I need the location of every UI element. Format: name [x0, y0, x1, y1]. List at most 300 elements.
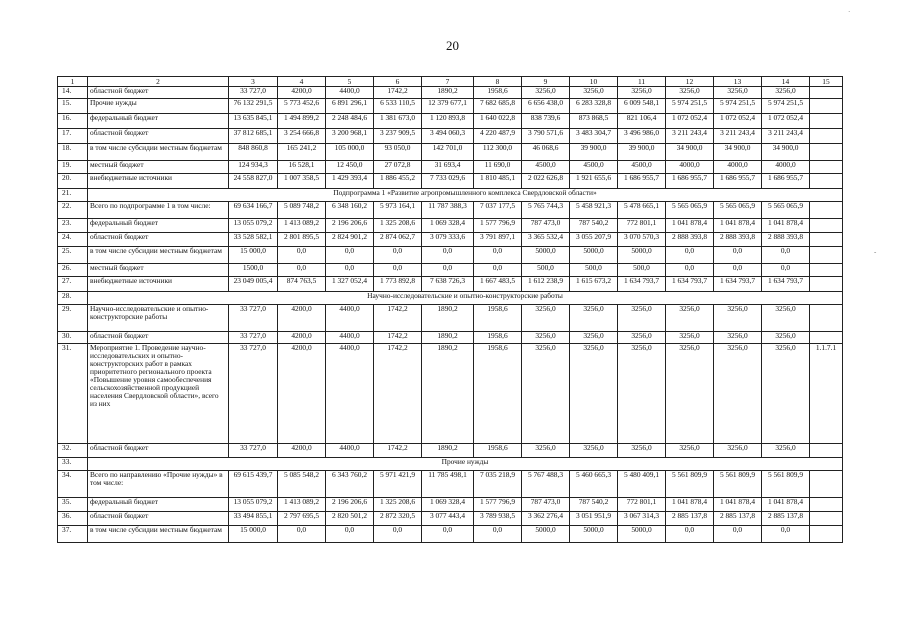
value-cell: 0,0	[374, 264, 422, 277]
value-cell: 5 974 251,5	[666, 99, 714, 114]
value-cell: 3256,0	[666, 87, 714, 99]
value-cell: 37 812 685,1	[229, 129, 278, 144]
value-cell: 33 727,0	[229, 305, 278, 332]
value-cell: 0,0	[278, 247, 326, 264]
row-number-cell: 34.	[58, 471, 88, 498]
value-cell: 4200,0	[278, 305, 326, 332]
value-cell: 4500,0	[522, 161, 570, 174]
value-cell: 3 791 897,1	[474, 233, 522, 247]
value-cell: 5 971 421,9	[374, 471, 422, 498]
column-number-cell: 7	[422, 77, 474, 87]
value-cell: 11 785 498,1	[422, 471, 474, 498]
row-number-cell: 21.	[58, 189, 88, 202]
value-cell: 76 132 291,5	[229, 99, 278, 114]
value-cell: 1 634 793,7	[714, 277, 762, 292]
value-cell: 12 379 677,1	[422, 99, 474, 114]
value-cell: 4200,0	[278, 344, 326, 444]
value-cell: 5 974 251,5	[762, 99, 810, 114]
value-cell: 5 460 665,3	[570, 471, 618, 498]
value-cell: 1742,2	[374, 305, 422, 332]
row-label-cell: Всего по направлению «Прочие нужды» в том числе:	[88, 471, 229, 498]
value-cell: 0,0	[714, 526, 762, 543]
reference-cell	[810, 305, 843, 332]
reference-cell: 1.1.7.1	[810, 344, 843, 444]
value-cell: 5 480 409,1	[618, 471, 666, 498]
value-cell: 0,0	[326, 247, 374, 264]
row-number-cell: 14.	[58, 87, 88, 99]
value-cell: 46 068,6	[522, 144, 570, 161]
value-cell: 33 727,0	[229, 332, 278, 344]
value-cell: 4200,0	[278, 332, 326, 344]
value-cell: 500,0	[522, 264, 570, 277]
value-cell: 1 327 052,4	[326, 277, 374, 292]
value-cell: 112 300,0	[474, 144, 522, 161]
value-cell: 0,0	[422, 264, 474, 277]
value-cell: 1 634 793,7	[666, 277, 714, 292]
value-cell: 33 727,0	[229, 444, 278, 458]
value-cell: 3 362 276,4	[522, 512, 570, 526]
value-cell: 848 860,8	[229, 144, 278, 161]
value-cell: 34 900,0	[762, 144, 810, 161]
value-cell: 4400,0	[326, 87, 374, 99]
table-row	[58, 277, 843, 292]
value-cell: 3256,0	[666, 332, 714, 344]
value-cell: 3 483 304,7	[570, 129, 618, 144]
section-row	[58, 292, 843, 305]
value-cell: 23 049 005,4	[229, 277, 278, 292]
value-cell: 5000,0	[522, 526, 570, 543]
table-row	[58, 444, 843, 458]
table-row	[58, 114, 843, 129]
value-cell: 165 241,2	[278, 144, 326, 161]
row-number-cell: 30.	[58, 332, 88, 344]
value-cell: 772 801,1	[618, 498, 666, 512]
value-cell: 1958,6	[474, 305, 522, 332]
value-cell: 3256,0	[666, 344, 714, 444]
value-cell: 1958,6	[474, 344, 522, 444]
value-cell: 873 868,5	[570, 114, 618, 129]
value-cell: 1958,6	[474, 87, 522, 99]
value-cell: 1 413 089,2	[278, 498, 326, 512]
value-cell: 1 429 393,4	[326, 174, 374, 189]
table-row	[58, 99, 843, 114]
value-cell: 2 022 626,8	[522, 174, 570, 189]
value-cell: 39 900,0	[570, 144, 618, 161]
value-cell: 4000,0	[762, 161, 810, 174]
value-cell: 1890,2	[422, 332, 474, 344]
value-cell: 3 211 243,4	[762, 129, 810, 144]
column-number-cell: 11	[618, 77, 666, 87]
value-cell: 1 577 796,9	[474, 219, 522, 233]
value-cell: 1 577 796,9	[474, 498, 522, 512]
value-cell: 11 690,0	[474, 161, 522, 174]
reference-cell	[810, 161, 843, 174]
table-row	[58, 219, 843, 233]
table-row	[58, 144, 843, 161]
value-cell: 0,0	[422, 526, 474, 543]
row-label-cell: федеральный бюджет	[88, 219, 229, 233]
reference-cell	[810, 526, 843, 543]
value-cell: 1 041 878,4	[666, 219, 714, 233]
value-cell: 4 220 487,9	[474, 129, 522, 144]
scan-artifact: ·	[848, 8, 851, 16]
value-cell: 4400,0	[326, 344, 374, 444]
section-title-cell: Прочие нужды	[88, 458, 843, 471]
value-cell: 1890,2	[422, 444, 474, 458]
value-cell: 5 773 452,6	[278, 99, 326, 114]
row-number-cell: 37.	[58, 526, 88, 543]
reference-cell	[810, 219, 843, 233]
value-cell: 0,0	[762, 264, 810, 277]
value-cell: 3256,0	[522, 87, 570, 99]
reference-cell	[810, 233, 843, 247]
reference-cell	[810, 247, 843, 264]
value-cell: 12 450,0	[326, 161, 374, 174]
value-cell: 3256,0	[762, 344, 810, 444]
value-cell: 3256,0	[618, 444, 666, 458]
value-cell: 7 733 029,6	[422, 174, 474, 189]
value-cell: 1 381 673,0	[374, 114, 422, 129]
value-cell: 34 900,0	[666, 144, 714, 161]
value-cell: 3 790 571,6	[522, 129, 570, 144]
row-label-cell: в том числе субсидии местным бюджетам	[88, 526, 229, 543]
column-number-cell: 5	[326, 77, 374, 87]
value-cell: 1890,2	[422, 305, 474, 332]
value-cell: 3 067 314,3	[618, 512, 666, 526]
value-cell: 2 874 062,7	[374, 233, 422, 247]
row-label-cell: областной бюджет	[88, 129, 229, 144]
value-cell: 27 072,8	[374, 161, 422, 174]
value-cell: 1 634 793,7	[762, 277, 810, 292]
value-cell: 3 496 986,0	[618, 129, 666, 144]
value-cell: 2 888 393,8	[666, 233, 714, 247]
table-row	[58, 305, 843, 332]
row-label-cell: Мероприятие 1. Проведение научно-исследовательских и опытно-конструкторских работ в рамках приоритетного регионального проекта «Повышение уровня самообеспечения сельскохозяйственной продукцией населения Свердловской области», всего из них	[88, 344, 229, 444]
value-cell: 3 070 570,3	[618, 233, 666, 247]
value-cell: 3 079 333,6	[422, 233, 474, 247]
reference-cell	[810, 87, 843, 99]
value-cell: 0,0	[422, 247, 474, 264]
value-cell: 1 667 483,5	[474, 277, 522, 292]
value-cell: 1 041 878,4	[666, 498, 714, 512]
value-cell: 2 196 206,6	[326, 498, 374, 512]
value-cell: 821 106,4	[618, 114, 666, 129]
value-cell: 0,0	[474, 247, 522, 264]
row-label-cell: Научно-исследовательские и опытно-конструкторские работы	[88, 305, 229, 332]
value-cell: 0,0	[714, 247, 762, 264]
table-body	[58, 77, 843, 543]
value-cell: 1890,2	[422, 87, 474, 99]
value-cell: 1 612 238,9	[522, 277, 570, 292]
value-cell: 1890,2	[422, 344, 474, 444]
column-number-cell: 6	[374, 77, 422, 87]
table-row	[58, 202, 843, 219]
value-cell: 0,0	[326, 264, 374, 277]
value-cell: 1742,2	[374, 344, 422, 444]
row-number-cell: 15.	[58, 99, 88, 114]
reference-cell	[810, 498, 843, 512]
value-cell: 6 533 110,5	[374, 99, 422, 114]
value-cell: 1742,2	[374, 444, 422, 458]
value-cell: 16 528,1	[278, 161, 326, 174]
value-cell: 1 773 892,8	[374, 277, 422, 292]
row-number-cell: 33.	[58, 458, 88, 471]
value-cell: 2 872 320,5	[374, 512, 422, 526]
value-cell: 3256,0	[714, 332, 762, 344]
row-label-cell: в том числе субсидии местным бюджетам	[88, 247, 229, 264]
value-cell: 31 693,4	[422, 161, 474, 174]
column-number-cell: 9	[522, 77, 570, 87]
value-cell: 838 739,6	[522, 114, 570, 129]
value-cell: 5 974 251,5	[714, 99, 762, 114]
reference-cell	[810, 332, 843, 344]
value-cell: 5 561 809,9	[714, 471, 762, 498]
value-cell: 1 686 955,7	[666, 174, 714, 189]
value-cell: 5000,0	[618, 247, 666, 264]
value-cell: 2 885 137,8	[714, 512, 762, 526]
row-number-cell: 22.	[58, 202, 88, 219]
value-cell: 1958,6	[474, 444, 522, 458]
row-label-cell: областной бюджет	[88, 233, 229, 247]
value-cell: 33 528 582,1	[229, 233, 278, 247]
section-row	[58, 189, 843, 202]
value-cell: 5 565 065,9	[666, 202, 714, 219]
column-number-cell: 1	[58, 77, 88, 87]
value-cell: 1 072 052,4	[762, 114, 810, 129]
value-cell: 5 561 809,9	[666, 471, 714, 498]
value-cell: 1 072 052,4	[714, 114, 762, 129]
value-cell: 4200,0	[278, 87, 326, 99]
value-cell: 3256,0	[666, 305, 714, 332]
value-cell: 3256,0	[522, 305, 570, 332]
value-cell: 4400,0	[326, 305, 374, 332]
row-label-cell: местный бюджет	[88, 264, 229, 277]
value-cell: 69 615 439,7	[229, 471, 278, 498]
value-cell: 4000,0	[666, 161, 714, 174]
value-cell: 24 558 827,0	[229, 174, 278, 189]
value-cell: 4400,0	[326, 332, 374, 344]
value-cell: 5000,0	[618, 526, 666, 543]
value-cell: 2 824 901,2	[326, 233, 374, 247]
value-cell: 0,0	[474, 264, 522, 277]
scan-artifact: -	[874, 248, 877, 256]
value-cell: 1742,2	[374, 332, 422, 344]
table-row	[58, 344, 843, 444]
value-cell: 3 211 243,4	[714, 129, 762, 144]
column-number-cell: 14	[762, 77, 810, 87]
value-cell: 2 196 206,6	[326, 219, 374, 233]
column-number-cell: 12	[666, 77, 714, 87]
row-label-cell: внебюджетные источники	[88, 174, 229, 189]
value-cell: 3256,0	[618, 344, 666, 444]
value-cell: 0,0	[666, 526, 714, 543]
value-cell: 1958,6	[474, 332, 522, 344]
value-cell: 5 085 548,2	[278, 471, 326, 498]
row-number-cell: 25.	[58, 247, 88, 264]
value-cell: 3 494 060,3	[422, 129, 474, 144]
value-cell: 772 801,1	[618, 219, 666, 233]
value-cell: 1 069 328,4	[422, 498, 474, 512]
column-number-cell: 13	[714, 77, 762, 87]
row-label-cell: местный бюджет	[88, 161, 229, 174]
value-cell: 3 077 443,4	[422, 512, 474, 526]
value-cell: 2 885 137,8	[666, 512, 714, 526]
value-cell: 3 237 909,5	[374, 129, 422, 144]
value-cell: 1 041 878,4	[762, 219, 810, 233]
value-cell: 1 615 673,2	[570, 277, 618, 292]
value-cell: 500,0	[618, 264, 666, 277]
value-cell: 5 458 921,3	[570, 202, 618, 219]
value-cell: 787 540,2	[570, 498, 618, 512]
budget-table	[57, 76, 843, 543]
row-number-cell: 31.	[58, 344, 88, 444]
value-cell: 0,0	[278, 526, 326, 543]
value-cell: 1 041 878,4	[762, 498, 810, 512]
value-cell: 4200,0	[278, 444, 326, 458]
value-cell: 4000,0	[714, 161, 762, 174]
value-cell: 1 634 793,7	[618, 277, 666, 292]
section-row	[58, 458, 843, 471]
row-label-cell: областной бюджет	[88, 512, 229, 526]
row-label-cell: областной бюджет	[88, 444, 229, 458]
value-cell: 3256,0	[618, 87, 666, 99]
value-cell: 2 797 695,5	[278, 512, 326, 526]
value-cell: 1 325 208,6	[374, 219, 422, 233]
value-cell: 5 561 809,9	[762, 471, 810, 498]
row-label-cell: областной бюджет	[88, 87, 229, 99]
value-cell: 3256,0	[714, 87, 762, 99]
value-cell: 15 000,0	[229, 247, 278, 264]
value-cell: 0,0	[474, 526, 522, 543]
value-cell: 6 656 438,0	[522, 99, 570, 114]
value-cell: 4500,0	[618, 161, 666, 174]
row-number-cell: 16.	[58, 114, 88, 129]
value-cell: 105 000,0	[326, 144, 374, 161]
value-cell: 1 325 208,6	[374, 498, 422, 512]
row-label-cell: Прочие нужды	[88, 99, 229, 114]
value-cell: 3256,0	[714, 344, 762, 444]
value-cell: 3 789 938,5	[474, 512, 522, 526]
value-cell: 5 767 488,3	[522, 471, 570, 498]
document-sheet	[57, 76, 843, 543]
value-cell: 3256,0	[570, 344, 618, 444]
value-cell: 3 211 243,4	[666, 129, 714, 144]
value-cell: 7 035 218,9	[474, 471, 522, 498]
value-cell: 1 413 089,2	[278, 219, 326, 233]
value-cell: 1 686 955,7	[762, 174, 810, 189]
row-number-cell: 17.	[58, 129, 88, 144]
reference-cell	[810, 471, 843, 498]
value-cell: 3256,0	[522, 332, 570, 344]
value-cell: 1 640 022,8	[474, 114, 522, 129]
value-cell: 3256,0	[522, 444, 570, 458]
value-cell: 0,0	[374, 247, 422, 264]
value-cell: 5 565 065,9	[762, 202, 810, 219]
table-row	[58, 174, 843, 189]
value-cell: 2 885 137,8	[762, 512, 810, 526]
value-cell: 4400,0	[326, 444, 374, 458]
value-cell: 0,0	[714, 264, 762, 277]
value-cell: 1 072 052,4	[666, 114, 714, 129]
value-cell: 1 686 955,7	[618, 174, 666, 189]
value-cell: 2 248 484,6	[326, 114, 374, 129]
row-number-cell: 26.	[58, 264, 88, 277]
value-cell: 5 765 744,3	[522, 202, 570, 219]
value-cell: 69 634 166,7	[229, 202, 278, 219]
value-cell: 33 727,0	[229, 344, 278, 444]
value-cell: 1 041 878,4	[714, 219, 762, 233]
row-number-cell: 32.	[58, 444, 88, 458]
value-cell: 3256,0	[714, 444, 762, 458]
row-label-cell: внебюджетные источники	[88, 277, 229, 292]
table-row	[58, 129, 843, 144]
column-number-cell: 3	[229, 77, 278, 87]
column-number-cell: 4	[278, 77, 326, 87]
row-number-cell: 28.	[58, 292, 88, 305]
value-cell: 7 682 685,8	[474, 99, 522, 114]
table-row	[58, 233, 843, 247]
value-cell: 1 494 899,2	[278, 114, 326, 129]
value-cell: 4500,0	[570, 161, 618, 174]
reference-cell	[810, 202, 843, 219]
value-cell: 0,0	[762, 247, 810, 264]
value-cell: 3256,0	[762, 444, 810, 458]
reference-cell	[810, 264, 843, 277]
value-cell: 787 540,2	[570, 219, 618, 233]
reference-cell	[810, 444, 843, 458]
section-title-cell: Научно-исследовательские и опытно-конструкторские работы	[88, 292, 843, 305]
section-title-cell: Подпрограмма 1 «Развитие агропромышленного комплекса Свердловской области»	[88, 189, 843, 202]
table-row	[58, 512, 843, 526]
table-row	[58, 526, 843, 543]
value-cell: 5000,0	[522, 247, 570, 264]
value-cell: 6 348 160,2	[326, 202, 374, 219]
value-cell: 874 763,5	[278, 277, 326, 292]
reference-cell	[810, 129, 843, 144]
value-cell: 5 565 065,9	[714, 202, 762, 219]
table-row	[58, 264, 843, 277]
value-cell: 2 888 393,8	[762, 233, 810, 247]
value-cell: 0,0	[278, 264, 326, 277]
value-cell: 7 037 177,5	[474, 202, 522, 219]
value-cell: 3256,0	[762, 305, 810, 332]
value-cell: 3256,0	[618, 332, 666, 344]
value-cell: 7 638 726,3	[422, 277, 474, 292]
row-number-cell: 27.	[58, 277, 88, 292]
row-number-cell: 19.	[58, 161, 88, 174]
value-cell: 1 921 655,6	[570, 174, 618, 189]
table-row	[58, 161, 843, 174]
value-cell: 3256,0	[570, 305, 618, 332]
row-label-cell: в том числе субсидии местным бюджетам	[88, 144, 229, 161]
value-cell: 142 701,0	[422, 144, 474, 161]
row-number-cell: 18.	[58, 144, 88, 161]
row-number-cell: 35.	[58, 498, 88, 512]
value-cell: 5 973 164,1	[374, 202, 422, 219]
value-cell: 0,0	[374, 526, 422, 543]
value-cell: 34 900,0	[714, 144, 762, 161]
value-cell: 1 041 878,4	[714, 498, 762, 512]
row-number-cell: 36.	[58, 512, 88, 526]
reference-cell	[810, 114, 843, 129]
value-cell: 3 365 532,4	[522, 233, 570, 247]
value-cell: 5000,0	[570, 526, 618, 543]
value-cell: 0,0	[326, 526, 374, 543]
value-cell: 1500,0	[229, 264, 278, 277]
value-cell: 6 009 548,1	[618, 99, 666, 114]
value-cell: 13 055 079,2	[229, 498, 278, 512]
value-cell: 1 886 455,2	[374, 174, 422, 189]
